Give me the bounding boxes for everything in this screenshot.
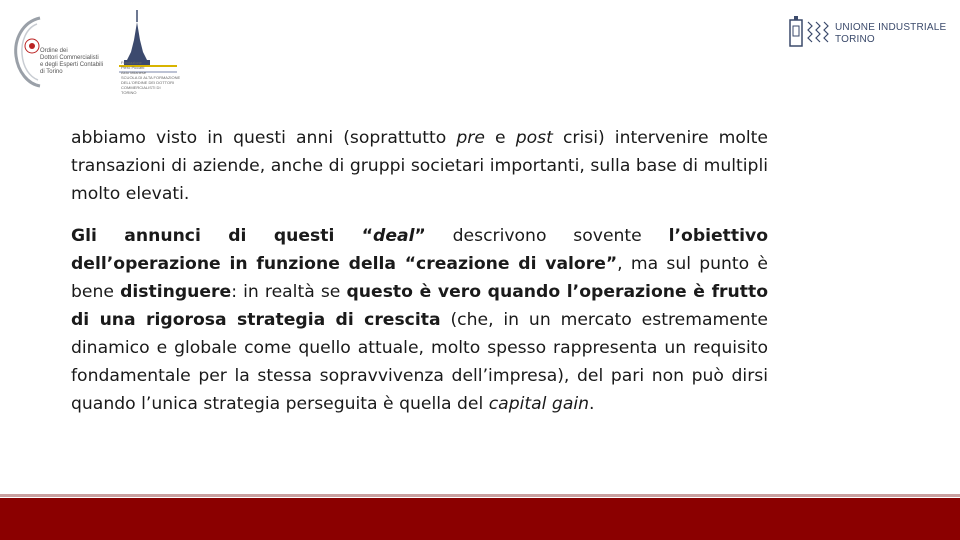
- odcec-name: Ordine dei Dottori Commercialisti e degli Esperti Contabili di Torino: [40, 48, 104, 75]
- footer-divider: [0, 494, 960, 497]
- footer-bar: [0, 498, 960, 540]
- mole-caption: Fondazione Piero Piccatti Aldo Milanese SCUOLA DI ALTA FORMAZIONE DELL'ORDINE DEI DOTTORI COMMERCIALISTI DI TORINO: [121, 60, 181, 95]
- unione-industriale-icon: [788, 16, 832, 50]
- paragraph-1: abbiamo visto in questi anni (soprattutto pre e post crisi) intervenire molte transazioni di aziende, anche di gruppi societari importanti, sulla base di multipli molto elevati.: [71, 128, 768, 204]
- paragraph-2: Gli annunci di questi “deal” descrivono sovente l’obiettivo dell’operazione in funzione della “creazione di valore”, ma sul punto è bene distinguere: in realtà se questo è vero quando l’operazione è frutto di una rigorosa strategia di crescita (che, in un mercato estremamente dinamico e globale come quello attuale, molto spesso rappresenta un requisito fondamentale per la stessa sopravvivenza dell’impresa), del pari non può dirsi quando l’unica strategia perseguita è quella del capital gain.: [71, 226, 769, 414]
- unione-industriale-name: UNIONE INDUSTRIALE TORINO: [835, 22, 947, 45]
- slide-body: [71, 124, 768, 418]
- odcec-logo: [10, 10, 104, 90]
